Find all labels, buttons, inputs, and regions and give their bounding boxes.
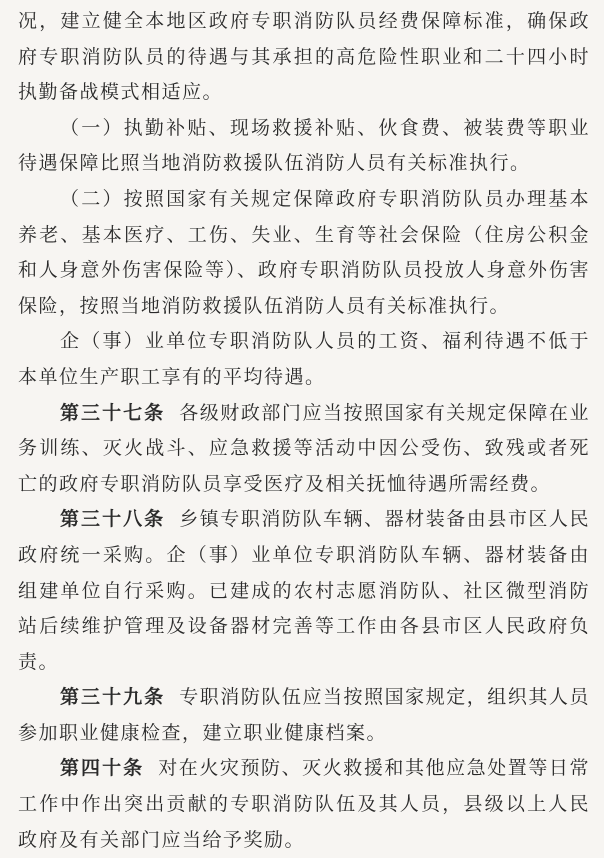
article-number: 第三十七条 (60, 401, 166, 424)
article-number: 第三十九条 (60, 686, 166, 709)
paragraph-text: （一）执勤补贴、现场救援补贴、伙食费、被装费等职业待遇保障比照当地消防救援队伍消防人员有关标准执行。 (18, 116, 590, 175)
paragraph-text: 况，建立健全本地区政府专职消防队员经费保障标准，确保政府专职消防队员的待遇与其承担的高危险性职业和二十四小时执勤备战模式相适应。 (18, 10, 590, 104)
article-text: 乡镇专职消防队车辆、器材装备由县市区人民政府统一采购。企（事）业单位专职消防队车辆、器材装备由组建单位自行采购。已建成的农村志愿消防队、社区微型消防站后续维护管理及设备器材完善等工作由各县市区人民政府负责。 (18, 508, 590, 673)
paragraph-continuation (18, 4, 590, 111)
article-39 (18, 680, 590, 751)
article-text: 各级财政部门应当按照国家有关规定保障在业务训练、灭火战斗、应急救援等活动中因公受伤、致残或者死亡的政府专职消防队员享受医疗及相关抚恤待遇所需经费。 (18, 401, 590, 495)
paragraph-item-2 (18, 182, 590, 324)
paragraph-enterprise (18, 324, 590, 395)
article-37 (18, 396, 590, 503)
article-text: 专职消防队伍应当按照国家规定，组织其人员参加职业健康检查，建立职业健康档案。 (18, 686, 590, 744)
paragraph-text: （二）按照国家有关规定保障政府专职消防队员办理基本养老、基本医疗、工伤、失业、生育等社会保险（住房公积金和人身意外伤害保险等）、政府专职消防队员投放人身意外伤害保险，按照当地消防救援队伍消防人员有关标准执行。 (18, 187, 590, 317)
article-text: 对在火灾预防、灭火救援和其他应急处置等日常工作中作出突出贡献的专职消防队伍及其人员，县级以上人民政府及有关部门应当给予奖励。 (18, 757, 590, 851)
article-40 (18, 751, 590, 858)
paragraph-text: 企（事）业单位专职消防队人员的工资、福利待遇不低于本单位生产职工享有的平均待遇。 (18, 330, 590, 388)
article-38 (18, 502, 590, 680)
paragraph-item-1 (18, 111, 590, 182)
article-number: 第三十八条 (60, 508, 166, 531)
article-number: 第四十条 (60, 757, 145, 780)
